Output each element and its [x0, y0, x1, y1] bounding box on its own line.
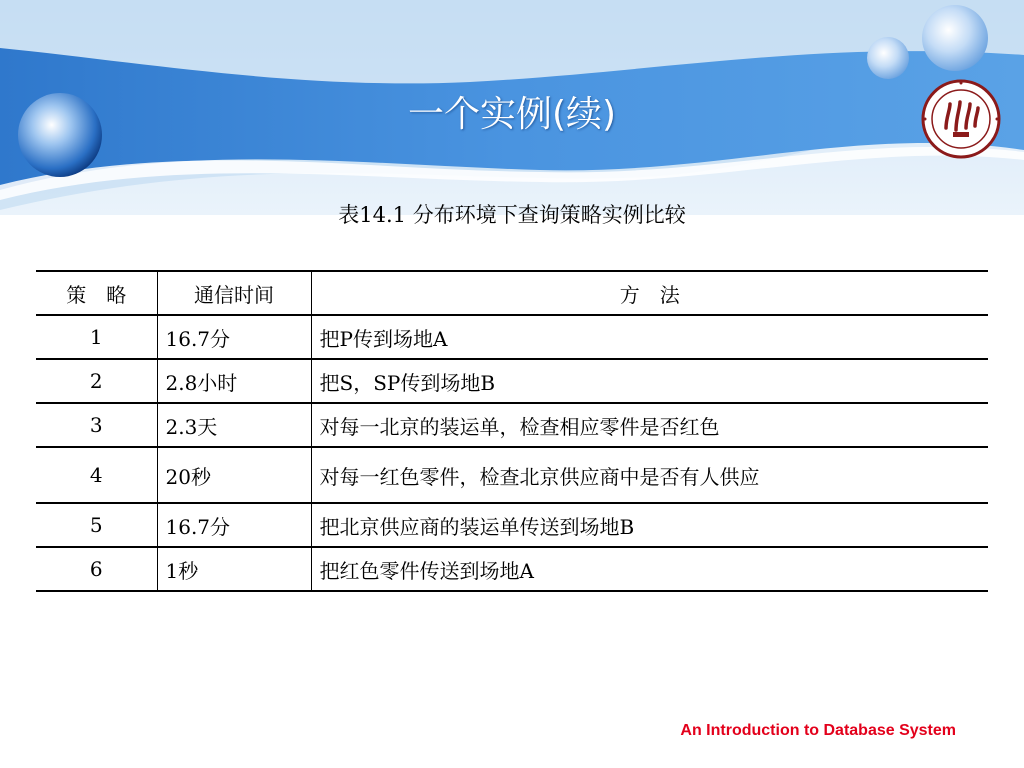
- cell-method: 对每一红色零件，检查北京供应商中是否有人供应: [319, 464, 760, 489]
- cell-comm-time: 20秒: [157, 447, 311, 503]
- cell-method: 把北京供应商的装运单传送到场地B: [319, 514, 635, 539]
- slide-title: 一个实例(续): [407, 94, 617, 135]
- decorative-sphere-icon: [922, 5, 988, 71]
- cell-strategy: 5: [36, 503, 157, 547]
- cell-method: 把P传到场地A: [319, 326, 448, 351]
- cell-strategy: 3: [36, 403, 157, 447]
- cell-comm-time: 16.7分: [157, 315, 311, 359]
- table-header-row: [36, 271, 988, 315]
- cell-strategy: 6: [36, 547, 157, 591]
- cell-comm-time: 16.7分: [157, 503, 311, 547]
- table-row: [36, 447, 988, 503]
- cell-strategy: 2: [36, 359, 157, 403]
- table-row: [36, 547, 988, 591]
- cell-method: 对每一北京的装运单，检查相应零件是否红色: [319, 414, 720, 439]
- table-caption: 表14.1 分布环境下查询策略实例比较: [338, 203, 686, 227]
- decorative-sphere-icon: [867, 37, 909, 79]
- column-header-method: 方 法: [619, 282, 680, 307]
- table-row: [36, 359, 988, 403]
- cell-comm-time: 2.8小时: [157, 359, 311, 403]
- university-seal-icon: [920, 78, 1002, 160]
- cell-comm-time: 2.3天: [157, 403, 311, 447]
- cell-method: 把红色零件传送到场地A: [319, 558, 534, 583]
- strategy-comparison-table: [36, 270, 988, 592]
- column-header-comm-time: 通信时间: [157, 271, 311, 315]
- cell-strategy: 4: [36, 447, 157, 503]
- table-row: [36, 403, 988, 447]
- cell-method: 把S，SP传到场地B: [319, 370, 496, 395]
- cell-strategy: 1: [36, 315, 157, 359]
- cell-comm-time: 1秒: [157, 547, 311, 591]
- table-row: [36, 315, 988, 359]
- footer-course-title: An Introduction to Database System: [680, 722, 956, 739]
- column-header-strategy: 策 略: [36, 271, 157, 315]
- table-row: [36, 503, 988, 547]
